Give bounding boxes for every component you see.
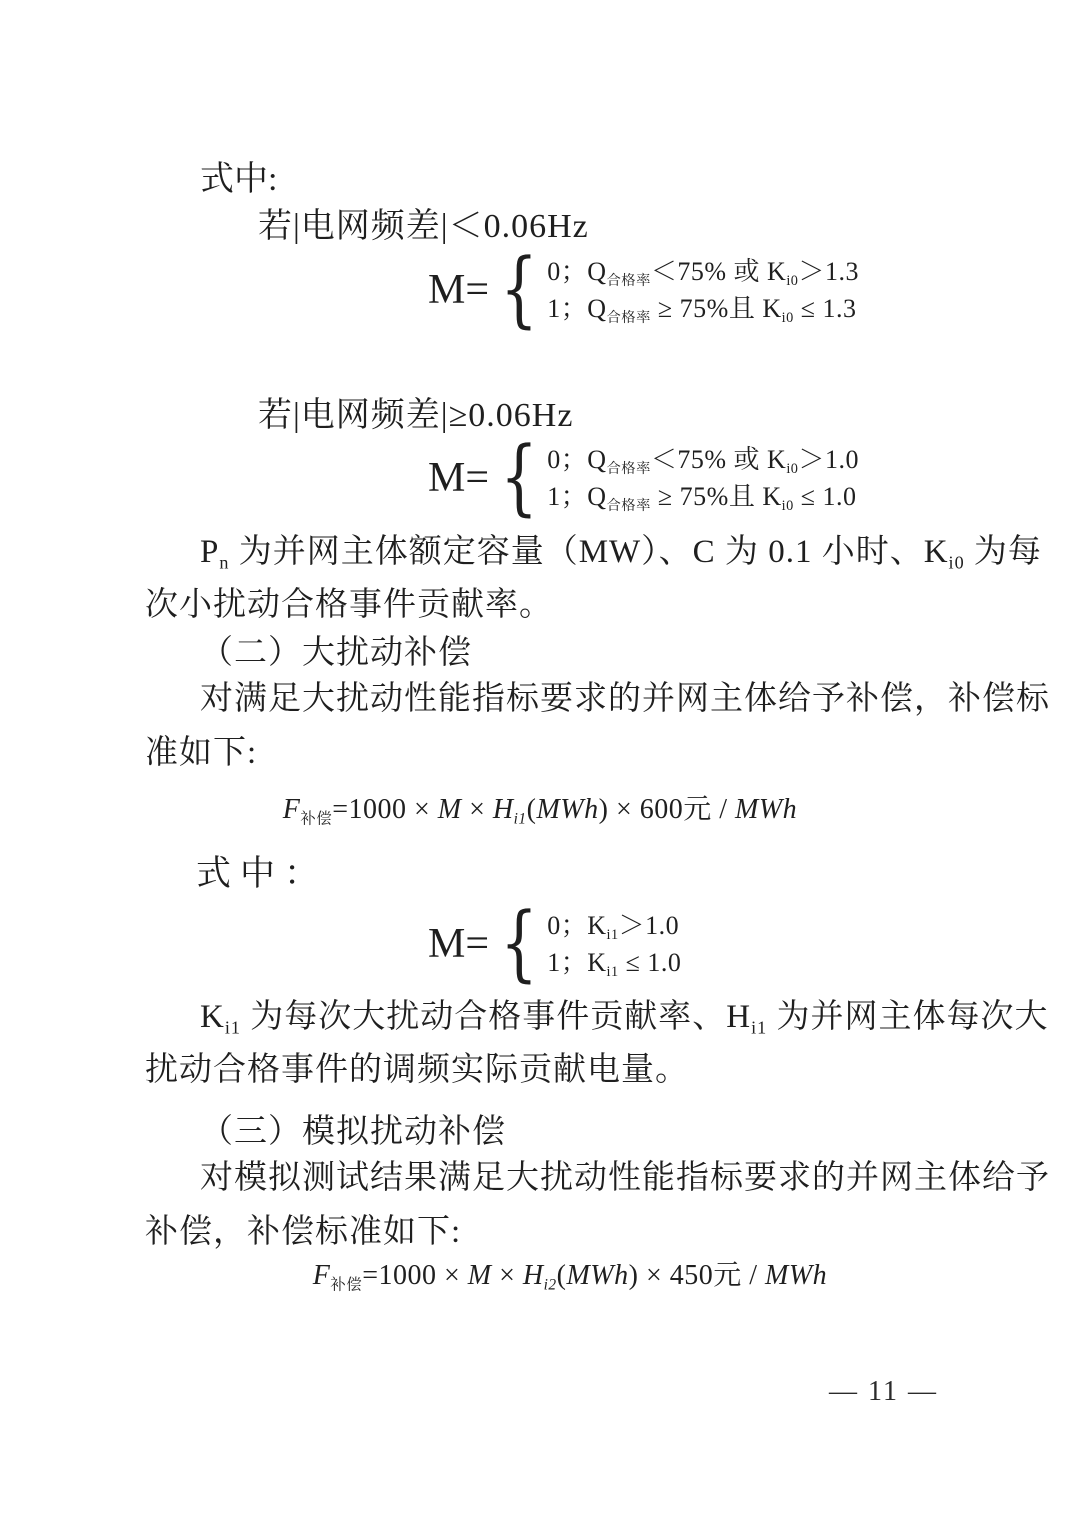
paragraph-pn-definition-line2: 次小扰动合格事件贡献率。	[145, 587, 553, 623]
case-row: 0；$Q_{合格率}<75\%$ 或 $K_{i0}>1.3$	[547, 256, 859, 289]
formula-lhs: M=	[428, 920, 490, 967]
compensation-formula-sim: $F_{补偿}=1000 \times M \times H_{i2}(MWh) \times 450$元 / MWh	[312, 1260, 828, 1294]
case-rows	[547, 911, 681, 978]
section-heading-2: （二）大扰动补偿	[200, 635, 472, 671]
case-row: 1；$Q_{合格率} \ge 75\%$且 $K_{i0} \le 1.3$	[547, 293, 857, 326]
condition-small-disturbance: 若|电网频差|＜0.06Hz	[258, 208, 589, 245]
page-number: — 11 —	[829, 1376, 938, 1407]
paragraph-sim-compensation-line2: 补偿，补偿标准如下:	[145, 1214, 462, 1250]
paragraph-sim-compensation-line1: 对模拟测试结果满足大扰动性能指标要求的并网主体给予	[200, 1160, 1050, 1196]
formula-lhs: M=	[428, 266, 490, 313]
paragraph-big-compensation-line1: 对满足大扰动性能指标要求的并网主体给予补偿，补偿标	[200, 681, 1050, 717]
case-row: 0；$Q_{合格率}<75\%$ 或 $K_{i0}>1.0$	[547, 444, 859, 477]
left-brace-icon: {	[500, 896, 538, 991]
section-heading-3: （三）模拟扰动补偿	[200, 1114, 506, 1150]
case-row: 1；$K_{i1} \le 1.0$	[547, 947, 682, 980]
paragraph-big-compensation-line2: 准如下:	[145, 735, 258, 771]
paragraph-ki1-definition-line2: 扰动合格事件的调频实际贡献电量。	[145, 1052, 689, 1088]
formula-lhs: M=	[428, 454, 490, 501]
left-brace-icon: {	[500, 242, 538, 337]
piecewise-formula-big	[428, 896, 682, 991]
piecewise-formula-small	[428, 242, 859, 337]
case-rows	[547, 257, 859, 324]
paragraph-ki1-definition-line1: $K_{i1}$ 为每次大扰动合格事件贡献率、$H_{i1}$ 为并网主体每次大	[200, 999, 1049, 1038]
case-row: 0；$K_{i1}>1.0$	[547, 910, 680, 943]
where-label-1: 式中:	[200, 161, 278, 198]
compensation-formula-big: $F_{补偿}=1000 \times M \times H_{i1}(MWh) \times 600$元 / MWh	[282, 794, 798, 828]
piecewise-formula-large	[428, 430, 859, 525]
left-brace-icon: {	[500, 430, 538, 525]
where-label-2: 式中：	[196, 854, 329, 893]
paragraph-pn-definition-line1: $P_n$ 为并网主体额定容量（MW）、C 为 0.1 小时、$K_{i0}$ 为每	[200, 534, 1042, 573]
condition-large-disturbance: 若|电网频差|≥0.06Hz	[258, 397, 574, 434]
case-row: 1；$Q_{合格率} \ge 75\%$且 $K_{i0} \le 1.0$	[547, 481, 857, 514]
case-rows	[547, 445, 859, 512]
